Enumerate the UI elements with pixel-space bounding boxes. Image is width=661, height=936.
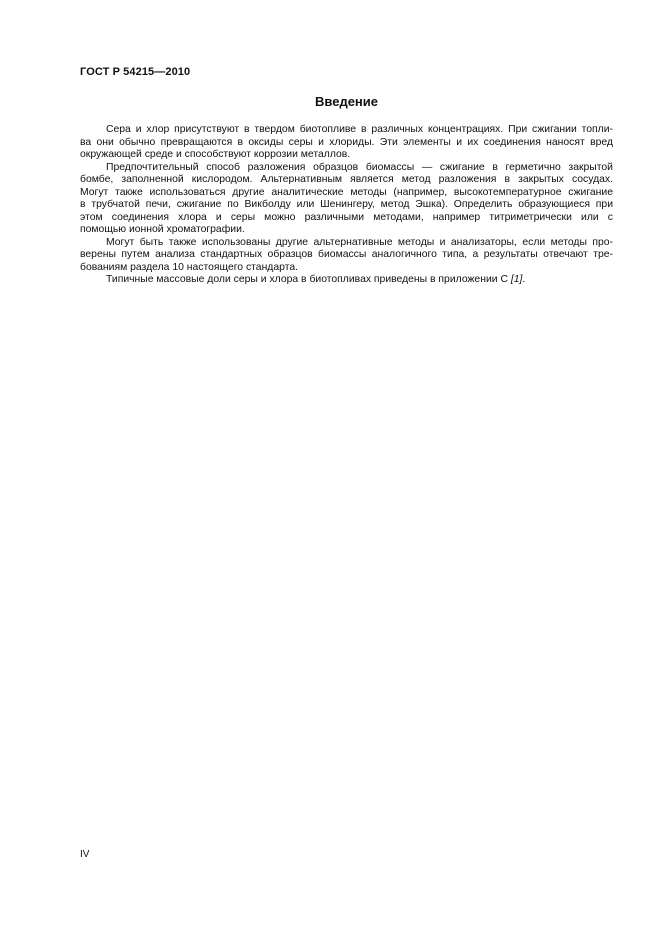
text-line: этом соединения хлора и серы можно различными методами, например титриметрически или с [80, 211, 613, 223]
paragraph-text: Типичные массовые доли серы и хлора в биотопливах приведены в приложении С [106, 274, 511, 285]
text-line: бомбе, заполненной кислородом. Альтернативным является метод разложения в закрытых сосудах. [80, 174, 613, 185]
text-line: ва они обычно превращаются в оксиды серы и хлориды. Эти элементы и их соединения наносят вред [80, 136, 613, 148]
text-line: верены путем анализа стандартных образцов биомассы аналогичного типа, а результаты отвечают тре- [80, 249, 613, 260]
paragraph-suffix: . [522, 274, 526, 285]
page-number: IV [80, 849, 90, 860]
text-line: Могут также использоваться другие аналитические методы (например, высокотемпературное сжигание [80, 186, 613, 198]
text-line: окружающей среде и способствуют коррозии металлов. [80, 149, 351, 160]
text-line [80, 274, 613, 287]
paragraph [80, 162, 613, 237]
text-line: помощью ионной хроматографии. [80, 224, 245, 235]
text-line: Предпочтительный способ разложения образцов биомассы — сжигание в герметично закрытой [106, 161, 613, 173]
paragraph [80, 274, 613, 287]
document-body [80, 124, 613, 287]
text-line: в трубчатой печи, сжигание по Викболду или Шенингеру, метод Эшка). Определить образующиеся при [80, 199, 613, 210]
paragraph [80, 237, 613, 275]
text-line: Могут быть также использованы другие альтернативные методы и анализаторы, если методы про- [106, 236, 613, 248]
text-line: бованиям раздела 10 настоящего стандарта. [80, 261, 299, 273]
section-title: Введение [315, 94, 378, 109]
standard-code-header: ГОСТ Р 54215—2010 [80, 66, 191, 78]
bibliography-reference: [1] [510, 274, 523, 285]
text-line: Сера и хлор присутствуют в твердом биотопливе в различных концентрациях. При сжигании топли- [106, 124, 613, 135]
paragraph [80, 124, 613, 162]
